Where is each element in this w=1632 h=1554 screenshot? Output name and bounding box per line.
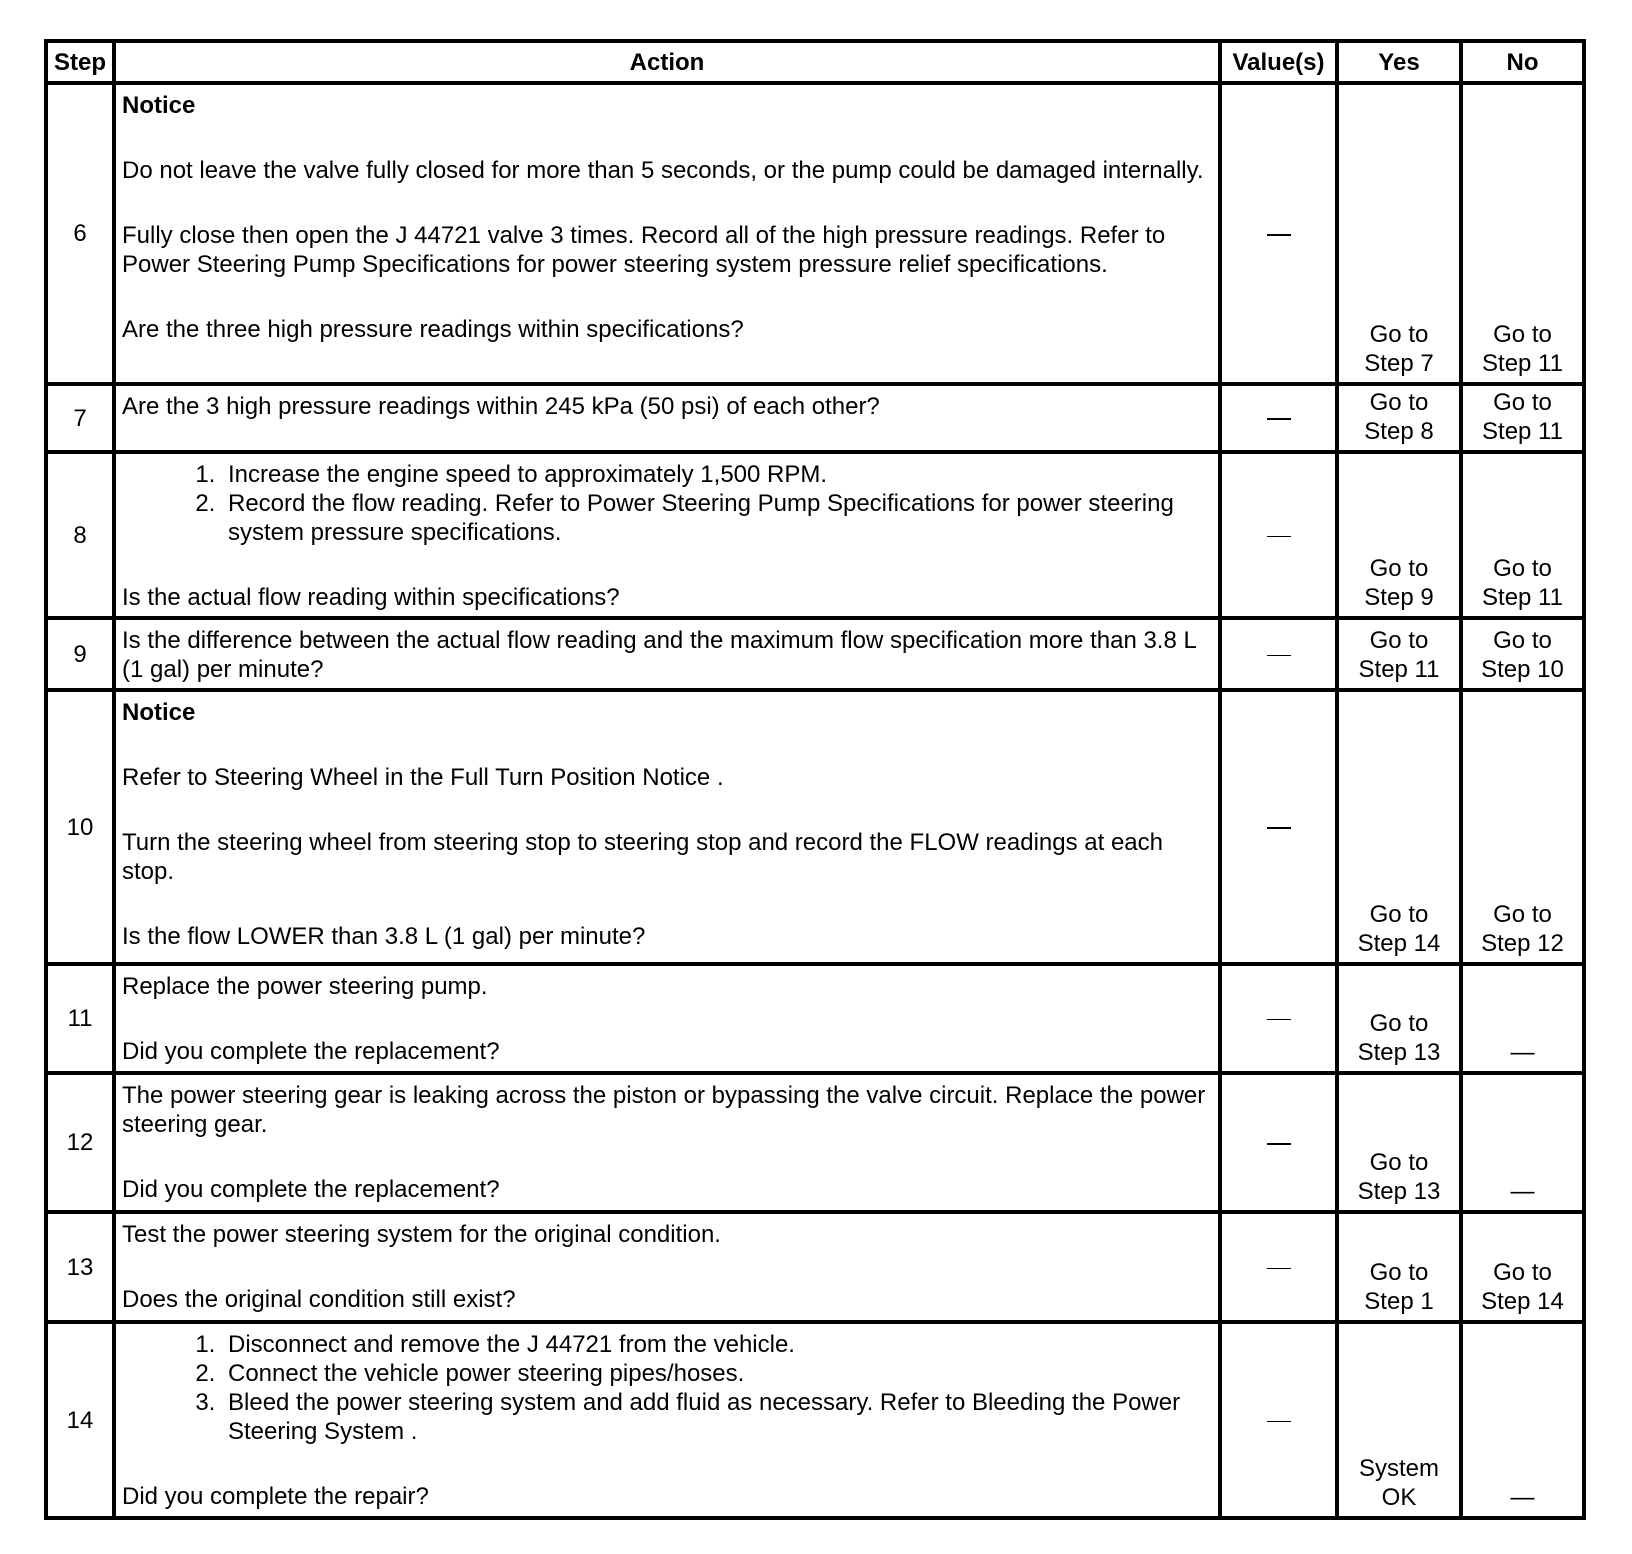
value-cell — [1220, 618, 1337, 690]
step-number: 14 — [46, 1322, 114, 1518]
table-row — [46, 83, 1584, 384]
dash-mark — [1267, 827, 1291, 829]
value-cell — [1220, 384, 1337, 452]
yes-link[interactable]: Go to Step 13 — [1337, 964, 1461, 1073]
question-text: Does the original condition still exist? — [122, 1286, 516, 1313]
action-list — [122, 460, 1212, 547]
step-number: 11 — [46, 964, 114, 1073]
action-list — [122, 1330, 1212, 1446]
dash-mark — [1267, 1019, 1291, 1020]
header-no: No — [1461, 41, 1584, 83]
header-action: Action — [114, 41, 1220, 83]
value-cell — [1220, 83, 1337, 384]
question-text: Did you complete the replacement? — [122, 1176, 500, 1203]
dash-mark — [1267, 536, 1291, 537]
no-link[interactable]: Go to Step 12 — [1461, 690, 1584, 964]
yes-result[interactable]: System OK — [1337, 1322, 1461, 1518]
question-text: Are the 3 high pressure readings within 245 kPa (50 psi) of each other? — [122, 393, 880, 420]
list-item: 2. Record the flow reading. Refer to Power Steering Pump Specifications for power steering system pressure specifications. — [222, 489, 1212, 547]
yes-link[interactable]: Go to Step 7 — [1337, 83, 1461, 384]
no-link[interactable]: Go to Step 14 — [1461, 1212, 1584, 1322]
dash-mark — [1267, 418, 1291, 420]
diagnostic-table — [44, 39, 1586, 1520]
table-row — [46, 452, 1584, 618]
action-text: Replace the power steering pump. — [122, 973, 488, 1000]
action-cell — [114, 1212, 1220, 1322]
list-item: 1. Increase the engine speed to approximately 1,500 RPM. — [222, 460, 1212, 489]
no-link[interactable]: Go to Step 11 — [1461, 452, 1584, 618]
header-values: Value(s) — [1220, 41, 1337, 83]
value-cell — [1220, 1073, 1337, 1212]
notice-text: Do not leave the valve fully closed for more than 5 seconds, or the pump could be damaged internally. — [122, 157, 1204, 184]
table-row — [46, 1212, 1584, 1322]
value-cell — [1220, 452, 1337, 618]
action-cell — [114, 964, 1220, 1073]
action-cell — [114, 83, 1220, 384]
table-row — [46, 964, 1584, 1073]
dash-mark — [1267, 1143, 1291, 1145]
no-dash: — — [1461, 964, 1584, 1073]
yes-link[interactable]: Go to Step 1 — [1337, 1212, 1461, 1322]
action-cell — [114, 618, 1220, 690]
value-cell — [1220, 964, 1337, 1073]
action-cell — [114, 452, 1220, 618]
action-cell — [114, 690, 1220, 964]
step-number: 13 — [46, 1212, 114, 1322]
header-step: Step — [46, 41, 114, 83]
value-cell — [1220, 690, 1337, 964]
question-text: Is the difference between the actual flow reading and the maximum flow specification more than 3.8 L (1 gal) per minute? — [122, 627, 1196, 683]
yes-link[interactable]: Go to Step 14 — [1337, 690, 1461, 964]
dash-mark — [1267, 1268, 1291, 1269]
header-yes: Yes — [1337, 41, 1461, 83]
table-row — [46, 618, 1584, 690]
dash-mark — [1267, 655, 1291, 656]
action-text: Fully close then open the J 44721 valve 3 times. Record all of the high pressure readings. Refer to Power Steering Pump Specifications for power steering system pressure relief specifications. — [122, 222, 1166, 278]
notice-text: Refer to Steering Wheel in the Full Turn Position Notice . — [122, 764, 724, 791]
action-cell — [114, 384, 1220, 452]
list-item: 2. Connect the vehicle power steering pipes/hoses. — [222, 1359, 1212, 1388]
no-link[interactable]: Go to Step 11 — [1461, 384, 1584, 452]
no-link[interactable]: Go to Step 11 — [1461, 83, 1584, 384]
dash-mark — [1267, 234, 1291, 236]
value-cell — [1220, 1322, 1337, 1518]
step-number: 9 — [46, 618, 114, 690]
table-row — [46, 690, 1584, 964]
no-dash: — — [1461, 1073, 1584, 1212]
list-item: 3. Bleed the power steering system and add fluid as necessary. Refer to Bleeding the Power Steering System . — [222, 1388, 1212, 1446]
question-text: Did you complete the repair? — [122, 1483, 429, 1510]
step-number: 6 — [46, 83, 114, 384]
action-text: Turn the steering wheel from steering stop to steering stop and record the FLOW readings at each stop. — [122, 829, 1163, 885]
header-row — [46, 41, 1584, 83]
action-text: The power steering gear is leaking across the piston or bypassing the valve circuit. Replace the power steering gear. — [122, 1082, 1206, 1138]
step-number: 8 — [46, 452, 114, 618]
action-cell — [114, 1322, 1220, 1518]
yes-link[interactable]: Go to Step 13 — [1337, 1073, 1461, 1212]
step-number: 12 — [46, 1073, 114, 1212]
action-cell — [114, 1073, 1220, 1212]
question-text: Is the flow LOWER than 3.8 L (1 gal) per minute? — [122, 923, 646, 950]
yes-link[interactable]: Go to Step 9 — [1337, 452, 1461, 618]
question-text: Is the actual flow reading within specifications? — [122, 584, 620, 611]
no-dash: — — [1461, 1322, 1584, 1518]
question-text: Are the three high pressure readings within specifications? — [122, 316, 744, 343]
yes-link[interactable]: Go to Step 8 — [1337, 384, 1461, 452]
table-row — [46, 1322, 1584, 1518]
question-text: Did you complete the replacement? — [122, 1038, 500, 1065]
notice-label: Notice — [122, 92, 196, 119]
action-text: Test the power steering system for the original condition. — [122, 1221, 721, 1248]
step-number: 10 — [46, 690, 114, 964]
no-link[interactable]: Go to Step 10 — [1461, 618, 1584, 690]
table-row — [46, 1073, 1584, 1212]
notice-label: Notice — [122, 699, 196, 726]
step-number: 7 — [46, 384, 114, 452]
value-cell — [1220, 1212, 1337, 1322]
dash-mark — [1267, 1421, 1291, 1422]
yes-link[interactable]: Go to Step 11 — [1337, 618, 1461, 690]
table-row — [46, 384, 1584, 452]
list-item: 1. Disconnect and remove the J 44721 from the vehicle. — [222, 1330, 1212, 1359]
